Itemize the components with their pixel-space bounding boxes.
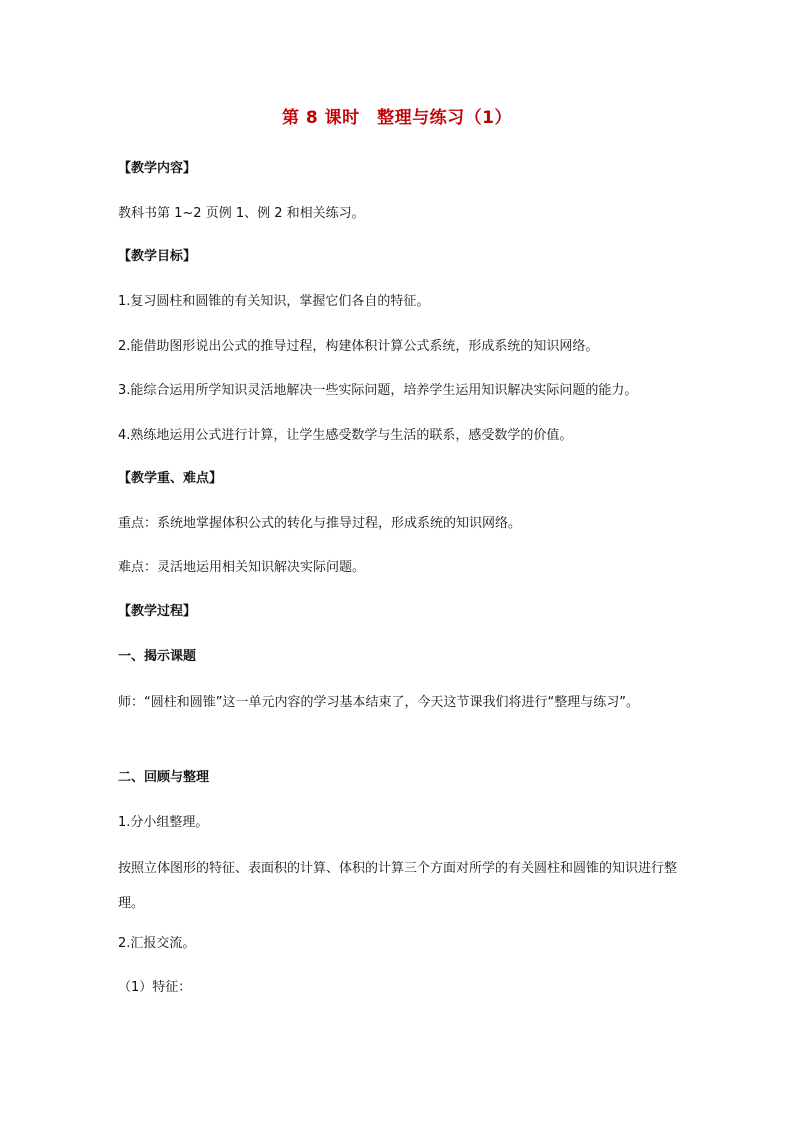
teaching-content-text: 教科书第 1~2 页例 1、例 2 和相关练习。 bbox=[118, 206, 365, 221]
part2-heading: 二、回顾与整理 bbox=[118, 770, 210, 785]
part1-text: 师：“圆柱和圆锥”这一单元内容的学习基本结束了，今天这节课我们将进行“整理与练习”。 bbox=[118, 695, 639, 710]
goal-item-3: 3.能综合运用所学知识灵活地解决一些实际问题，培养学生运用知识解决实际问题的能力。 bbox=[118, 383, 638, 398]
lesson-title: 第 8 课时 整理与练习（1） bbox=[282, 108, 512, 128]
step2-heading: 2.汇报交流。 bbox=[118, 936, 196, 951]
part1-heading: 一、揭示课题 bbox=[118, 649, 197, 664]
teaching-process-heading: 【教学过程】 bbox=[118, 604, 197, 619]
step2-subitem: （1）特征： bbox=[118, 980, 192, 995]
teaching-content-heading: 【教学内容】 bbox=[118, 161, 197, 176]
teaching-goals-heading: 【教学目标】 bbox=[118, 249, 197, 264]
key-point-text: 重点：系统地掌握体积公式的转化与推导过程，形成系统的知识网络。 bbox=[118, 516, 522, 531]
step1-heading: 1.分小组整理。 bbox=[118, 815, 209, 830]
step1-text: 按照立体图形的特征、表面积的计算、体积的计算三个方面对所学的有关圆柱和圆锥的知识进行整理。 bbox=[118, 861, 678, 911]
difficult-point-text: 难点：灵活地运用相关知识解决实际问题。 bbox=[118, 560, 366, 575]
goal-item-2: 2.能借助图形说出公式的推导过程，构建体积计算公式系统，形成系统的知识网络。 bbox=[118, 339, 599, 354]
goal-item-1: 1.复习圆柱和圆锥的有关知识，掌握它们各自的特征。 bbox=[118, 294, 430, 309]
goal-item-4: 4.熟练地运用公式进行计算，让学生感受数学与生活的联系，感受数学的价值。 bbox=[118, 428, 573, 443]
key-difficult-heading: 【教学重、难点】 bbox=[118, 471, 223, 486]
